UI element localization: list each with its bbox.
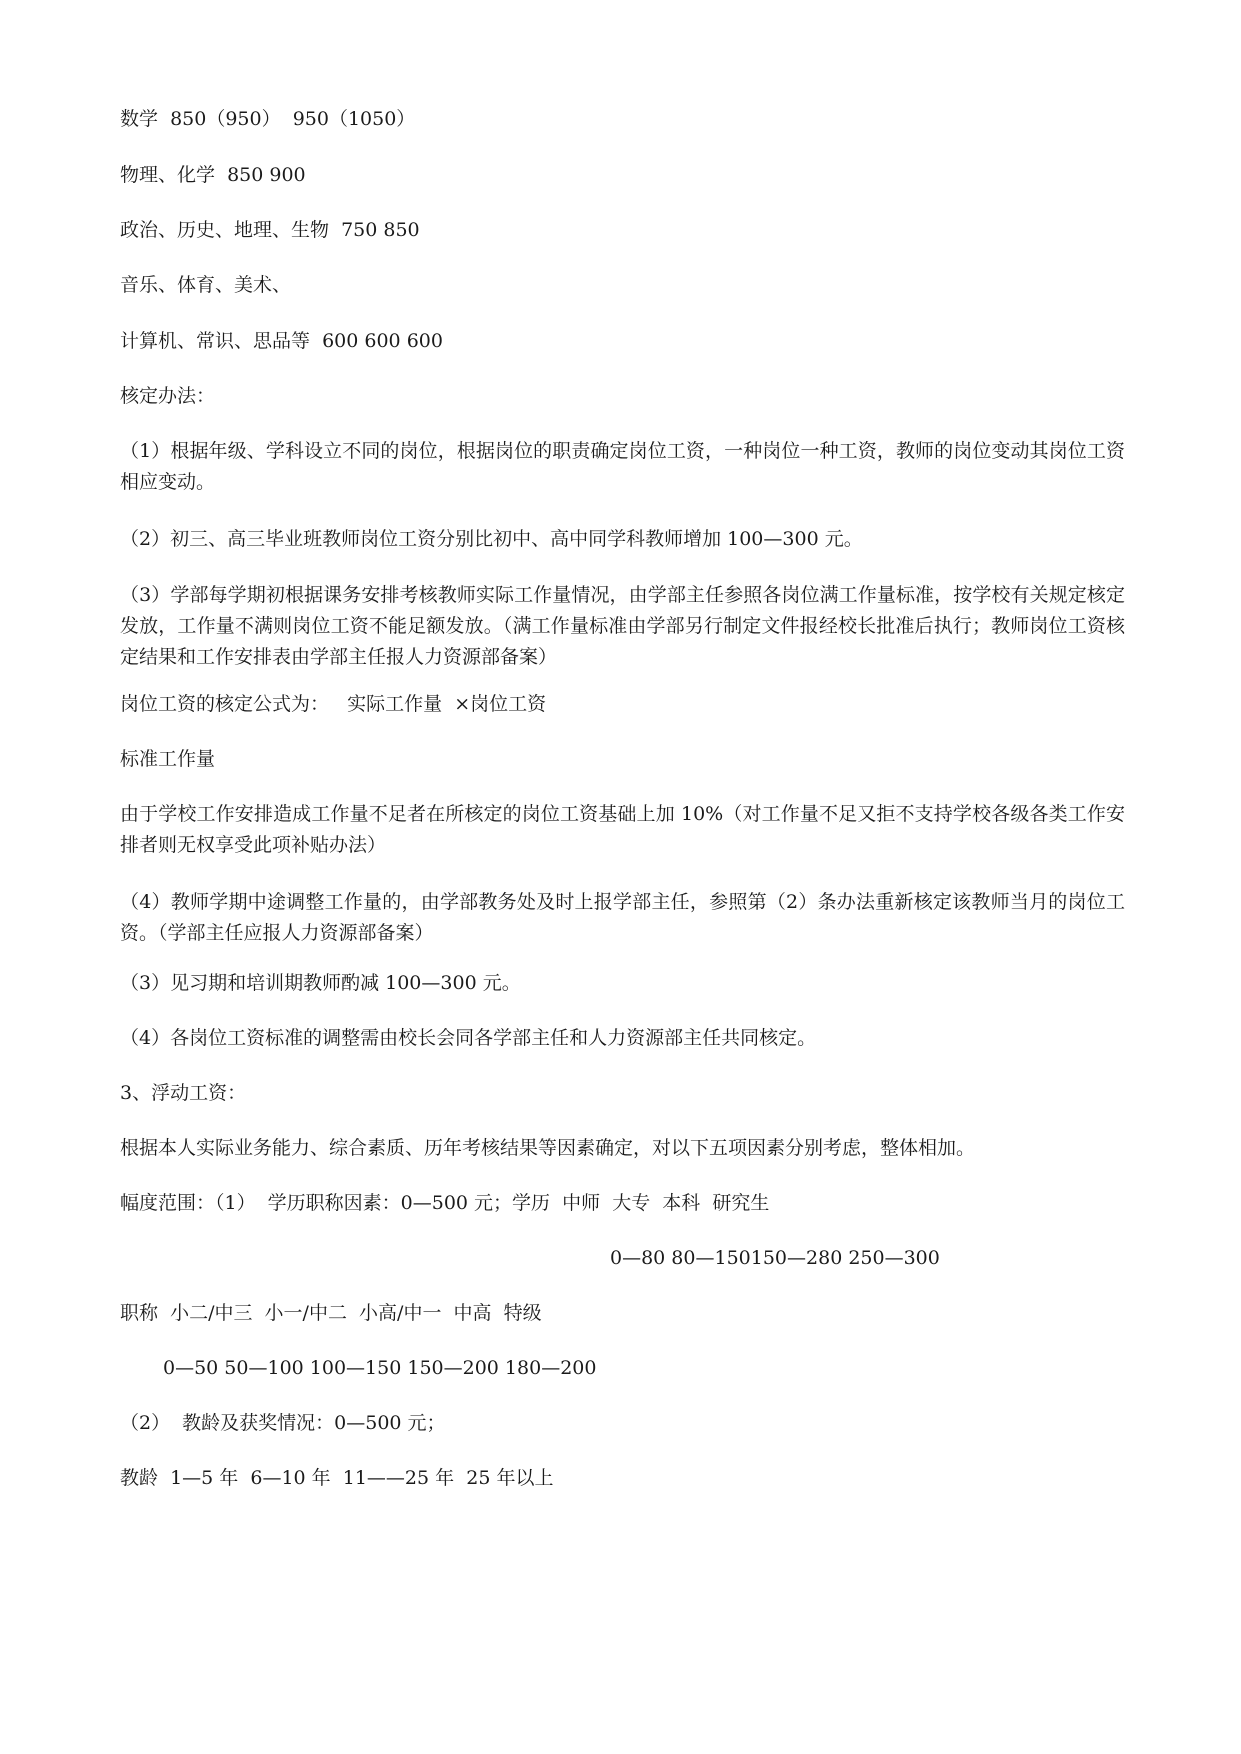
education-ranges-line: 0—80 80—150150—280 250—300 <box>610 1247 940 1269</box>
title-ranges-line: 0—50 50—100 100—150 150—200 180—200 <box>163 1357 597 1379</box>
politics-history-salary-line: 政治、历史、地理、生物 750 850 <box>120 219 420 241</box>
rule-4-paragraph: （4）教师学期中途调整工作量的，由学部教务处及时上报学部主任，参照第（2）条办法重新核定该教师当月的岗位工资。（学部主任应报人力资源部备案） <box>120 891 1125 944</box>
arts-subjects-line: 音乐、体育、美术、 <box>120 274 292 296</box>
physics-chemistry-salary-line: 物理、化学 850 900 <box>120 164 306 186</box>
standard-workload-line: 标准工作量 <box>120 748 216 770</box>
rule-2-paragraph: （2）初三、高三毕业班教师岗位工资分别比初中、高中同学科教师增加 100—300 元。 <box>120 528 863 550</box>
seniority-factor-line: （2） 教龄及获奖情况：0—500 元； <box>120 1412 446 1434</box>
education-factor-line: 幅度范围：（1） 学历职称因素：0—500 元；学历 中师 大专 本科 研究生 <box>120 1192 770 1214</box>
floating-salary-heading: 3、浮动工资： <box>120 1082 247 1104</box>
standard-adjustment-line: （4）各岗位工资标准的调整需由校长会同各学部主任和人力资源部主任共同核定。 <box>120 1027 817 1049</box>
seniority-ranges-line: 教龄 1—5 年 6—10 年 11——25 年 25 年以上 <box>120 1467 554 1489</box>
salary-formula-line: 岗位工资的核定公式为： 实际工作量 ×岗位工资 <box>120 693 547 715</box>
title-levels-line: 职称 小二/中三 小一/中二 小高/中一 中高 特级 <box>120 1302 542 1324</box>
probation-reduction-line: （3）见习期和培训期教师酌减 100—300 元。 <box>120 972 521 994</box>
floating-salary-description: 根据本人实际业务能力、综合素质、历年考核结果等因素确定，对以下五项因素分别考虑，整体相加。 <box>120 1137 976 1159</box>
computer-subjects-salary-line: 计算机、常识、思品等 600 600 600 <box>120 330 443 352</box>
assessment-method-heading: 核定办法： <box>120 385 216 407</box>
rule-3-paragraph: （3）学部每学期初根据课务安排考核教师实际工作量情况，由学部主任参照各岗位满工作量标准，按学校有关规定核定发放，工作量不满则岗位工资不能足额发放。（满工作量标准由学部另行制定文件报经校长批准后执行；教师岗位工资核定结果和工作安排表由学部主任报人力资源部备案） <box>120 584 1125 668</box>
workload-shortage-paragraph: 由于学校工作安排造成工作量不足者在所核定的岗位工资基础上加 10%（对工作量不足又拒不支持学校各级各类工作安排者则无权享受此项补贴办法） <box>120 803 1125 856</box>
rule-1-paragraph: （1）根据年级、学科设立不同的岗位，根据岗位的职责确定岗位工资，一种岗位一种工资，教师的岗位变动其岗位工资相应变动。 <box>120 440 1125 493</box>
math-salary-line: 数学 850（950） 950（1050） <box>120 108 416 130</box>
